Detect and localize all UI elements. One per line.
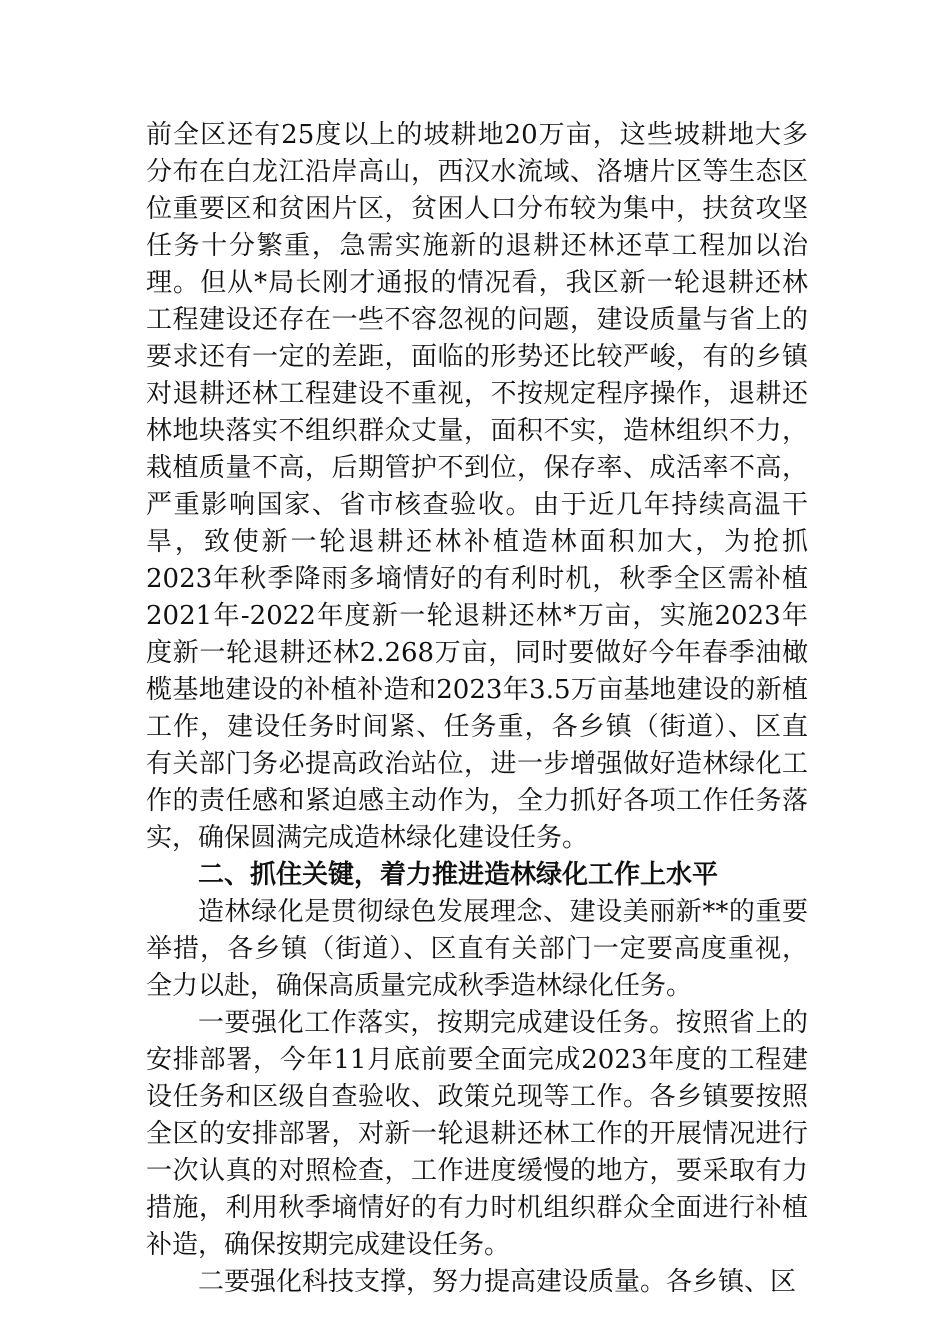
body-paragraph-3: 一要强化工作落实，按期完成建设任务。按照省上的安排部署，今年11月底前要全面完成2023年度的工程建设任务和区级自查验收、政策兑现等工作。各乡镇要按照全区的安排部署，对新一轮退耕还林工作的开展情况进行一次认真的对照检查，工作进度缓慢的地方，要采取有力措施，利用秋季墒情好的有力时机组织群众全面进行补植补造，确保按期完成建设任务。 <box>146 1008 808 1260</box>
section-heading: 二、抓住关键，着力推进造林绿化工作上水平 <box>198 860 719 890</box>
body-paragraph-4: 二要强化科技支撑，努力提高建设质量。各乡镇、区 <box>198 1267 797 1297</box>
body-paragraph-1: 前全区还有25度以上的坡耕地20万亩，这些坡耕地大多分布在白龙江沿岸高山，西汉水流域、洛塘片区等生态区位重要区和贫困片区，贫困人口分布较为集中，扶贫攻坚任务十分繁重，急需实施新的退耕还林还草工程加以治理。但从*局长刚才通报的情况看，我区新一轮退耕还林工程建设还存在一些不容忽视的问题，建设质量与省上的要求还有一定的差距，面临的形势还比较严峻，有的乡镇对退耕还林工程建设不重视，不按规定程序操作，退耕还林地块落实不组织群众丈量，面积不实，造林组织不力，栽植质量不高，后期管护不到位，保存率、成活率不高，严重影响国家、省市核查验收。由于近几年持续高温干旱，致使新一轮退耕还林补植造林面积加大，为抢抓2023年秋季降雨多墒情好的有利时机，秋季全区需补植2021年-2022年度新一轮退耕还林*万亩，实施2023年度新一轮退耕还林2.268万亩，同时要做好今年春季油橄榄基地建设的补植补造和2023年3.5万亩基地建设的新植工作，建设任务时间紧、任务重，各乡镇（街道）、区直有关部门务必提高政治站位，进一步增强做好造林绿化工作的责任感和紧迫感主动作为，全力抓好各项工作任务落实，确保圆满完成造林绿化建设任务。 <box>146 120 808 853</box>
document-page <box>146 117 808 1301</box>
body-paragraph-2: 造林绿化是贯彻绿色发展理念、建设美丽新**的重要举措，各乡镇（街道）、区直有关部门一定要高度重视，全力以赴，确保高质量完成秋季造林绿化任务。 <box>146 897 808 1001</box>
